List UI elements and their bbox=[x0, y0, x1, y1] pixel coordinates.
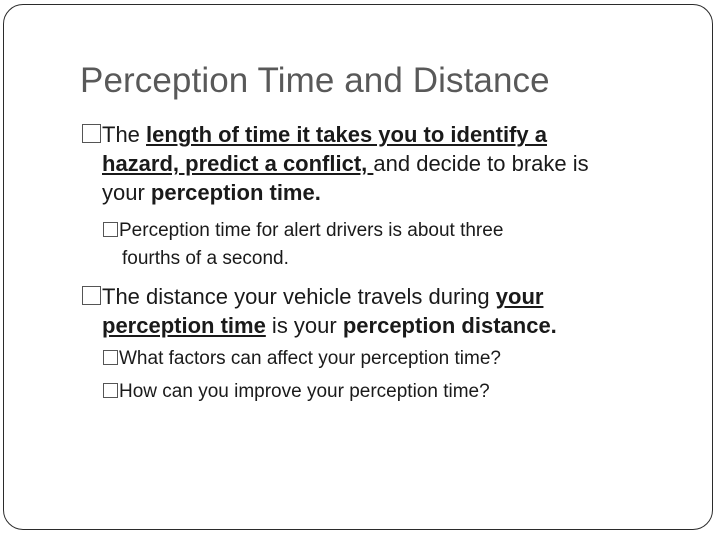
bullet-emphasis-text: length of time it takes you to identify a bbox=[146, 122, 547, 147]
bullet-line bbox=[103, 245, 503, 273]
bullet-emphasis-text: hazard, predict a conflict, bbox=[102, 151, 374, 176]
bullet-text: is your bbox=[265, 313, 343, 338]
square-bullet-icon bbox=[103, 383, 118, 398]
bullet-text: your bbox=[102, 180, 151, 205]
bullet-text: The bbox=[102, 122, 147, 147]
bullet-text: fourths of a second. bbox=[122, 248, 289, 269]
sub-bullet-factors bbox=[103, 345, 501, 373]
bullet-perception-distance bbox=[82, 282, 557, 340]
square-bullet-icon bbox=[82, 124, 101, 143]
sub-bullet-improve bbox=[103, 378, 490, 406]
bullet-perception-time bbox=[82, 120, 589, 207]
bullet-bold-text: perception distance. bbox=[342, 313, 557, 338]
bullet-bold-text: perception time. bbox=[150, 180, 321, 205]
bullet-line bbox=[103, 345, 501, 373]
bullet-line bbox=[103, 378, 490, 406]
slide-title: Perception Time and Distance bbox=[80, 61, 550, 100]
bullet-line bbox=[82, 120, 589, 149]
bullet-line bbox=[82, 149, 589, 178]
bullet-line bbox=[82, 311, 557, 340]
bullet-line bbox=[82, 178, 589, 207]
bullet-text: What factors can affect your perception time? bbox=[119, 348, 501, 369]
bullet-text: and decide to brake is bbox=[373, 151, 589, 176]
bullet-text: How can you improve your perception time? bbox=[119, 381, 490, 402]
square-bullet-icon bbox=[82, 286, 101, 305]
sub-bullet-alert-drivers bbox=[103, 217, 503, 273]
bullet-text: Perception time for alert drivers is about three bbox=[119, 220, 504, 241]
square-bullet-icon bbox=[103, 222, 118, 237]
bullet-line bbox=[103, 217, 503, 245]
bullet-line bbox=[82, 282, 557, 311]
bullet-text: The distance your vehicle travels during bbox=[102, 284, 496, 309]
square-bullet-icon bbox=[103, 350, 118, 365]
bullet-emphasis-text: perception time bbox=[102, 313, 266, 338]
bullet-emphasis-text: your bbox=[495, 284, 544, 309]
